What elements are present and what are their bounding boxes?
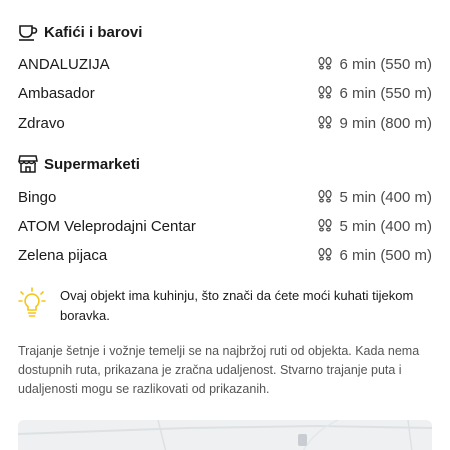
list-item — [18, 83, 432, 103]
supermarkets-title: Supermarketi — [44, 155, 140, 173]
walk-distance — [317, 189, 432, 206]
map-preview[interactable] — [18, 420, 432, 450]
distance-text: 6 min (500 m) — [339, 246, 432, 264]
walk-distance — [317, 56, 432, 73]
footprints-icon — [317, 85, 333, 101]
walk-distance — [317, 218, 432, 235]
place-name: Ambasador — [18, 84, 95, 102]
place-name: ANDALUZIJA — [18, 55, 110, 73]
place-name: Zdravo — [18, 114, 65, 132]
place-name: ATOM Veleprodajni Centar — [18, 217, 196, 235]
lightbulb-icon — [18, 286, 46, 320]
walk-distance — [317, 85, 432, 102]
footprints-icon — [317, 218, 333, 234]
supermarkets-section-header — [18, 154, 140, 174]
cafes-section-header — [18, 22, 142, 42]
list-item — [18, 54, 432, 74]
list-item — [18, 187, 432, 207]
list-item — [18, 113, 432, 133]
distance-text: 6 min (550 m) — [339, 84, 432, 102]
footprints-icon — [317, 56, 333, 72]
distance-disclaimer: Trajanje šetnje i vožnje temelji se na najbržoj ruti od objekta. Kada nema dostupnih ruta, prikazana je zračna udaljenost. Stvarno trajanje puta i udaljenosti mogu se razlikovati od prikazanih. — [18, 344, 420, 396]
footprints-icon — [317, 189, 333, 205]
kitchen-notice-text: Ovaj objekt ima kuhinju, što znači da ćete moći kuhati tijekom boravka. — [60, 288, 414, 323]
distance-text: 5 min (400 m) — [339, 188, 432, 206]
distance-text: 5 min (400 m) — [339, 217, 432, 235]
coffee-cup-icon — [18, 22, 38, 42]
map-roads — [18, 420, 432, 450]
place-name: Bingo — [18, 188, 57, 206]
list-item — [18, 245, 432, 265]
distance-text: 6 min (550 m) — [339, 55, 432, 73]
walk-distance — [317, 115, 432, 132]
distance-text: 9 min (800 m) — [339, 114, 432, 132]
list-item — [18, 216, 432, 236]
cafes-title: Kafići i barovi — [44, 23, 143, 41]
kitchen-notice — [18, 286, 432, 326]
store-icon — [18, 154, 38, 174]
walk-distance — [317, 247, 432, 264]
footprints-icon — [317, 115, 333, 131]
footprints-icon — [317, 247, 333, 263]
place-name: Zelena pijaca — [18, 246, 108, 264]
